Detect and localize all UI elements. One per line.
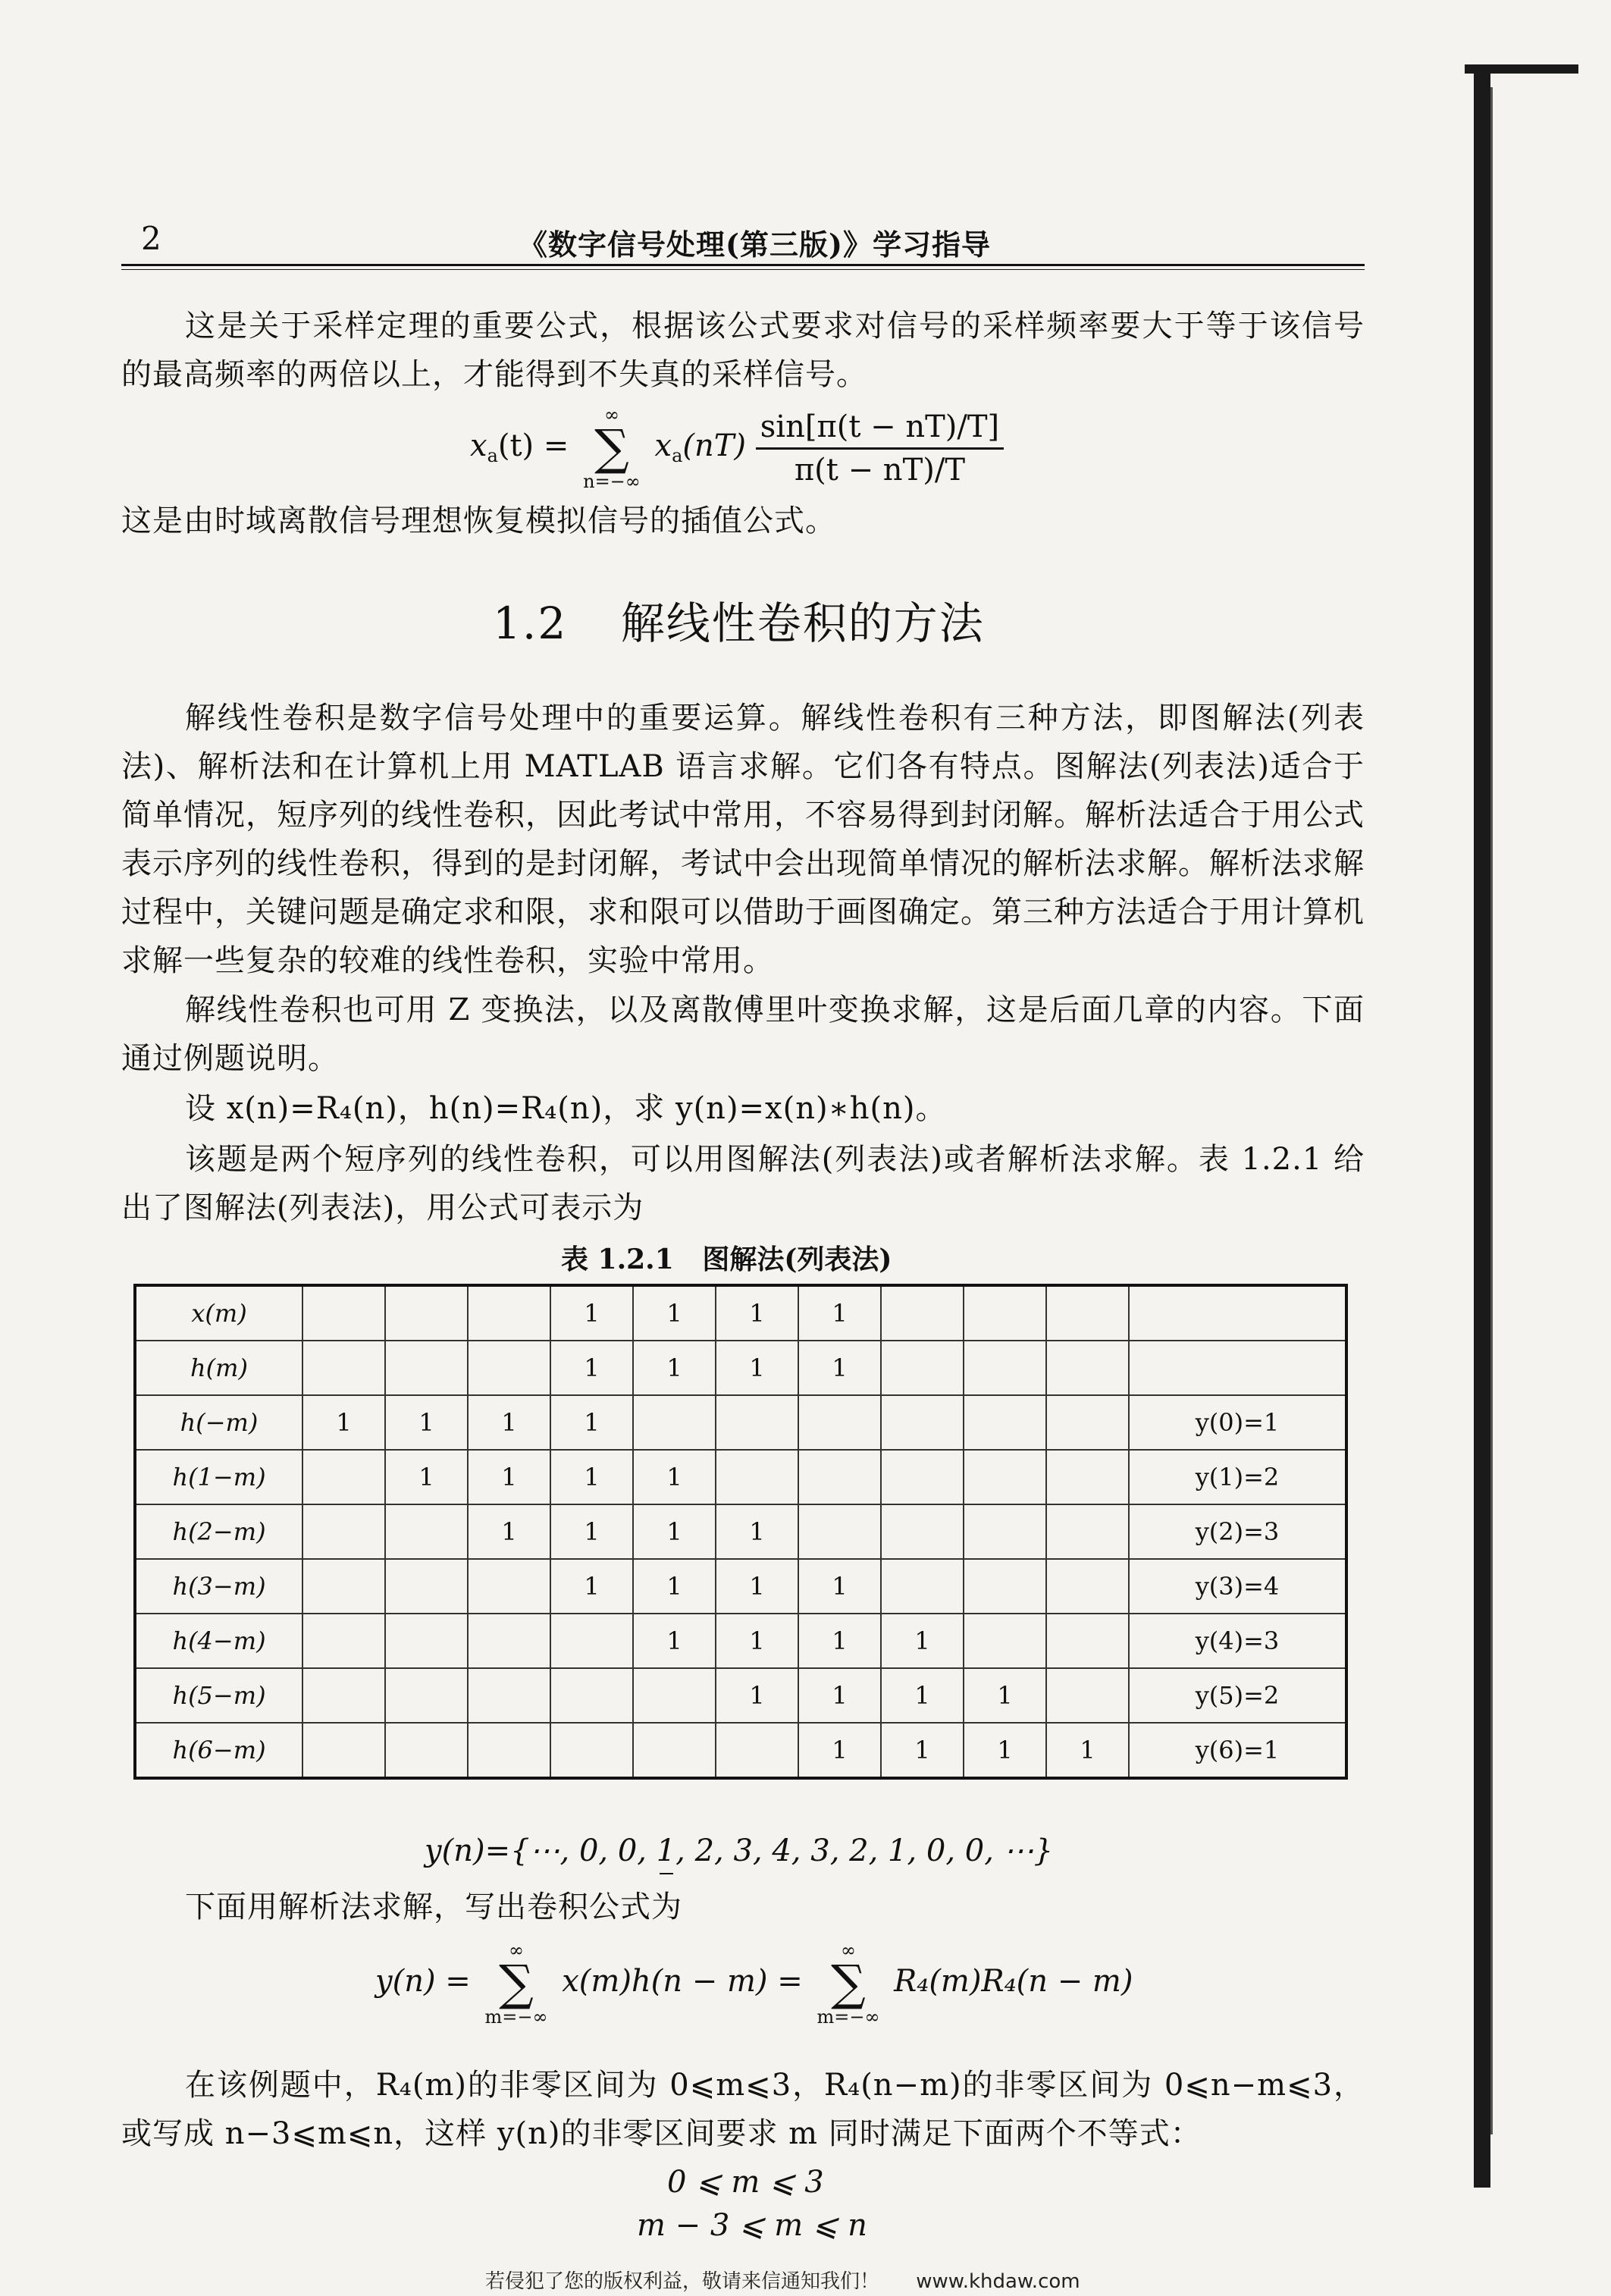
table-cell [1046,1504,1129,1559]
row-label: h(m) [135,1341,302,1395]
table-cell [1046,1450,1129,1504]
table-cell [964,1395,1046,1450]
table-cell [302,1614,385,1668]
header-rule [121,264,1365,266]
table-cell [881,1341,964,1395]
table-cell: 1 [633,1285,716,1341]
summation-symbol: ∞ ∑ m=−∞ [816,1940,880,2028]
table-cell [468,1285,550,1341]
table-cell [881,1504,964,1559]
table-cell [302,1285,385,1341]
row-result [1129,1285,1346,1341]
equation-interpolation: $x_a(t)$ = ∞ ∑ n=−∞ $x_a(nT)$ $\frac{\sin[\pi(t - nT)/T]}{\pi(t - nT)/T}$ [470,406,1004,491]
section-title: 解线性卷积的方法 [620,598,985,649]
table-cell [881,1559,964,1614]
table-cell: 1 [468,1504,550,1559]
row-label: h(3−m) [135,1559,302,1614]
table-cell [302,1450,385,1504]
table-cell: 1 [798,1341,881,1395]
table-cell [468,1559,550,1614]
table-cell: 1 [716,1614,798,1668]
result-sequence: y(n)={⋯, 0, 0, 1, 2, 3, 4, 3, 2, 1, 0, 0, ⋯} [425,1833,1054,1868]
row-result [1129,1341,1346,1395]
table-cell: 1 [550,1395,633,1450]
table-cell [385,1614,468,1668]
table-cell [798,1395,881,1450]
paragraph-analytic-intro: 下面用解析法求解，写出卷积公式为 [185,1890,682,1924]
table-cell [468,1668,550,1723]
table-row [135,1285,1346,1341]
footer-notice [485,2266,1080,2294]
site-link[interactable]: www.khdaw.com [916,2270,1080,2293]
table-cell [302,1723,385,1778]
header-rule-thin [121,269,1365,270]
summation-symbol: ∞ ∑ m=−∞ [484,1940,548,2028]
section-number: 1.2 [493,598,568,649]
table-cell [385,1668,468,1723]
row-label: h(6−m) [135,1723,302,1778]
table-cell: 1 [798,1723,881,1778]
table-cell [964,1614,1046,1668]
table-row [135,1450,1346,1504]
table-cell: 1 [716,1668,798,1723]
table-cell [468,1614,550,1668]
row-label: h(−m) [135,1395,302,1450]
row-result: y(0)=1 [1129,1395,1346,1450]
section-heading [493,588,985,651]
table-cell [468,1341,550,1395]
table-cell: 1 [550,1504,633,1559]
running-header: 《数字信号处理(第三版)》学习指导 [519,227,991,262]
table-cell: 1 [633,1341,716,1395]
table-cell [550,1723,633,1778]
table-cell [798,1504,881,1559]
table-cell [881,1285,964,1341]
row-label: h(5−m) [135,1668,302,1723]
table-cell [964,1559,1046,1614]
paragraph-nonzero-interval: 在该例题中，R₄(m)的非零区间为 0⩽m⩽3，R₄(n−m)的非零区间为 0⩽n−m⩽3，或写成 n−3⩽m⩽n，这样 y(n)的非零区间要求 m 同时满足下面两个不等式： [121,2068,1365,2151]
table-row [135,1395,1346,1450]
page-binding-edge [1465,64,1578,2188]
table-caption: 表 1.2.1 图解法(列表法) [561,1244,892,1275]
table-cell: 1 [716,1504,798,1559]
table-cell: 1 [716,1285,798,1341]
table-cell [964,1504,1046,1559]
table-cell [550,1614,633,1668]
table-cell [302,1341,385,1395]
table-cell: 1 [633,1559,716,1614]
table-cell [1046,1668,1129,1723]
table-cell [385,1504,468,1559]
origin-marker [660,1873,673,1874]
table-cell [550,1668,633,1723]
paragraph-interpolation-note: 这是由时域离散信号理想恢复模拟信号的插值公式。 [121,503,836,538]
table-cell: 1 [716,1559,798,1614]
page-number: 2 [141,220,161,257]
table-cell [716,1450,798,1504]
table-cell: 1 [881,1614,964,1668]
table-cell [633,1668,716,1723]
table-cell [385,1559,468,1614]
table-cell: 1 [881,1723,964,1778]
paragraph-methods: 解线性卷积是数字信号处理中的重要运算。解线性卷积有三种方法，即图解法(列表法)、解析法和在计算机上用 MATLAB 语言求解。它们各有特点。图解法(列表法)适合于简单情况，短序列的线性卷积，因此考试中常用，不容易得到封闭解。解析法适合于用公式表示序列的线性卷积，得到的是封闭解，考试中会出现简单情况的解析法求解。解析法求解过程中，关键问题是确定求和限，求和限可以借助于画图确定。第三种方法适合于用计算机求解一些复杂的较难的线性卷积，实验中常用。 [121,701,1365,978]
table-cell [1046,1395,1129,1450]
table-cell: 1 [550,1450,633,1504]
row-result: y(6)=1 [1129,1723,1346,1778]
table-cell: 1 [964,1723,1046,1778]
row-result: y(1)=2 [1129,1450,1346,1504]
table-cell: 1 [964,1668,1046,1723]
row-label: h(4−m) [135,1614,302,1668]
table-cell [385,1723,468,1778]
table-row [135,1614,1346,1668]
table-row [135,1723,1346,1778]
table-cell [964,1341,1046,1395]
table-cell [468,1723,550,1778]
table-cell [964,1285,1046,1341]
inequality-1: 0 ⩽ m ⩽ 3 [667,2165,824,2200]
table-cell [881,1450,964,1504]
table-cell: 1 [468,1450,550,1504]
table-cell: 1 [633,1504,716,1559]
row-label: h(1−m) [135,1450,302,1504]
table-cell [1046,1285,1129,1341]
row-result: y(3)=4 [1129,1559,1346,1614]
row-result: y(2)=3 [1129,1504,1346,1559]
table-cell: 1 [633,1450,716,1504]
table-cell [302,1668,385,1723]
table-cell [302,1559,385,1614]
paragraph-sampling-theorem: 这是关于采样定理的重要公式，根据该公式要求对信号的采样频率要大于等于该信号的最高频率的两倍以上，才能得到不失真的采样信号。 [121,309,1365,392]
table-cell [798,1450,881,1504]
table-cell [302,1504,385,1559]
table-cell: 1 [798,1614,881,1668]
summation-symbol: ∞ ∑ n=−∞ [583,404,641,492]
table-cell [1046,1614,1129,1668]
inequality-2: m − 3 ⩽ m ⩽ n [637,2208,867,2243]
table-cell [1046,1559,1129,1614]
equation-convolution: y(n) = ∞ ∑ m=−∞ x(m)h(n − m) = ∞ ∑ m=−∞ R₄(m)R₄(n − m) [375,1940,1133,2028]
table-cell [964,1450,1046,1504]
paragraph-other-methods: 解线性卷积也可用 Z 变换法，以及离散傅里叶变换求解，这是后面几章的内容。下面通过例题说明。 [121,993,1365,1076]
table-cell: 1 [633,1614,716,1668]
table-cell [385,1285,468,1341]
interpolation-fraction: $\frac{\sin[\pi(t - nT)/T]}{\pi(t - nT)/T}$ [756,409,1004,488]
table-cell: 1 [550,1341,633,1395]
table-row [135,1668,1346,1723]
row-label: h(2−m) [135,1504,302,1559]
table-cell [716,1395,798,1450]
row-result: y(4)=3 [1129,1614,1346,1668]
graphical-method-table [133,1284,1348,1780]
paragraph-table-intro: 该题是两个短序列的线性卷积，可以用图解法(列表法)或者解析法求解。表 1.2.1 给出了图解法(列表法)，用公式可表示为 [121,1142,1365,1225]
table-cell [716,1723,798,1778]
table-cell: 1 [385,1395,468,1450]
table-row [135,1504,1346,1559]
table-cell [385,1341,468,1395]
table-cell [633,1395,716,1450]
table-cell: 1 [798,1559,881,1614]
table-row [135,1341,1346,1395]
paragraph-example: 设 x(n)=R₄(n)，h(n)=R₄(n)，求 y(n)=x(n)∗h(n)。 [185,1091,947,1126]
table-cell: 1 [550,1285,633,1341]
table-cell [1046,1341,1129,1395]
row-result: y(5)=2 [1129,1668,1346,1723]
row-label: x(m) [135,1285,302,1341]
table-cell: 1 [798,1285,881,1341]
copyright-notice: 若侵犯了您的版权利益，敬请来信通知我们！ [485,2270,880,2293]
table-cell: 1 [798,1668,881,1723]
table-cell: 1 [550,1559,633,1614]
table-cell: 1 [385,1450,468,1504]
table-cell: 1 [302,1395,385,1450]
table-cell [881,1395,964,1450]
table-cell: 1 [468,1395,550,1450]
table-row [135,1559,1346,1614]
table-cell [633,1723,716,1778]
table-cell: 1 [881,1668,964,1723]
table-cell: 1 [716,1341,798,1395]
table-cell: 1 [1046,1723,1129,1778]
